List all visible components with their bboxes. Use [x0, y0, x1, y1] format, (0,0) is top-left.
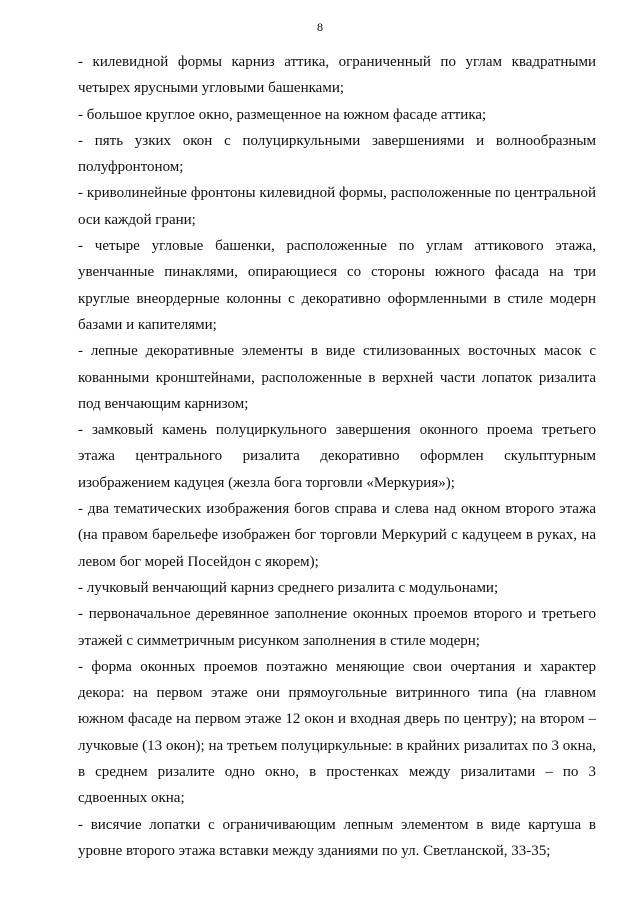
list-item: - криволинейные фронтоны килевидной формы, расположенные по центральной оси каждой грани; [78, 185, 596, 228]
page-number: 8 [317, 20, 323, 34]
list-item: - два тематических изображения богов справа и слева над окном второго этажа (на правом барельефе изображен бог торговли Меркурий с кадуцеем в руках, на левом бог морей Посейдон с якорем); [78, 501, 596, 570]
list-item: - первоначальное деревянное заполнение оконных проемов второго и третьего этажей с симметричным рисунком заполнения в стиле модерн; [78, 606, 596, 649]
document-body [78, 49, 596, 864]
list-item: - килевидной формы карниз аттика, ограниченный по углам квадратными четырех ярусными угловыми башенками; [78, 54, 596, 97]
list-item: - форма оконных проемов поэтажно меняющие свои очертания и характер декора: на первом этаже они прямоугольные витринного типа (на главном южном фасаде на первом этаже 12 окон и входная дверь по центру); на втором – лучковые (13 окон); на третьем полуциркульные: в крайних ризалитах по 3 окна, в среднем ризалите одно окно, в простенках между ризалитами – по 3 сдвоенных окна; [78, 658, 596, 807]
list-item: - четыре угловые башенки, расположенные по углам аттикового этажа, увенчанные пинаклями, опирающиеся со стороны южного фасада на три круглые внеордерные колонны с декоративно оформленными в стиле модерн базами и капителями; [78, 238, 596, 333]
list-item: - лучковый венчающий карниз среднего ризалита с модульонами; [78, 579, 499, 596]
list-item: - лепные декоративные элементы в виде стилизованных восточных масок с кованными кронштейнами, расположенные в верхней части лопаток ризалита под венчающим карнизом; [78, 343, 596, 412]
list-item: - висячие лопатки с ограничивающим лепным элементом в виде картуша в уровне второго этажа вставки между зданиями по ул. Светланской, 33-35; [78, 816, 596, 859]
list-item: - пять узких окон с полуциркульными завершениями и волнообразным полуфронтоном; [78, 132, 596, 176]
list-item: - замковый камень полуциркульного завершения оконного проема третьего этажа центрального ризалита декоративно оформлен скульптурным изображением кадуцея (жезла бога торговли «Меркурия»); [78, 422, 596, 491]
list-item: - большое круглое окно, размещенное на южном фасаде аттика; [78, 106, 487, 123]
